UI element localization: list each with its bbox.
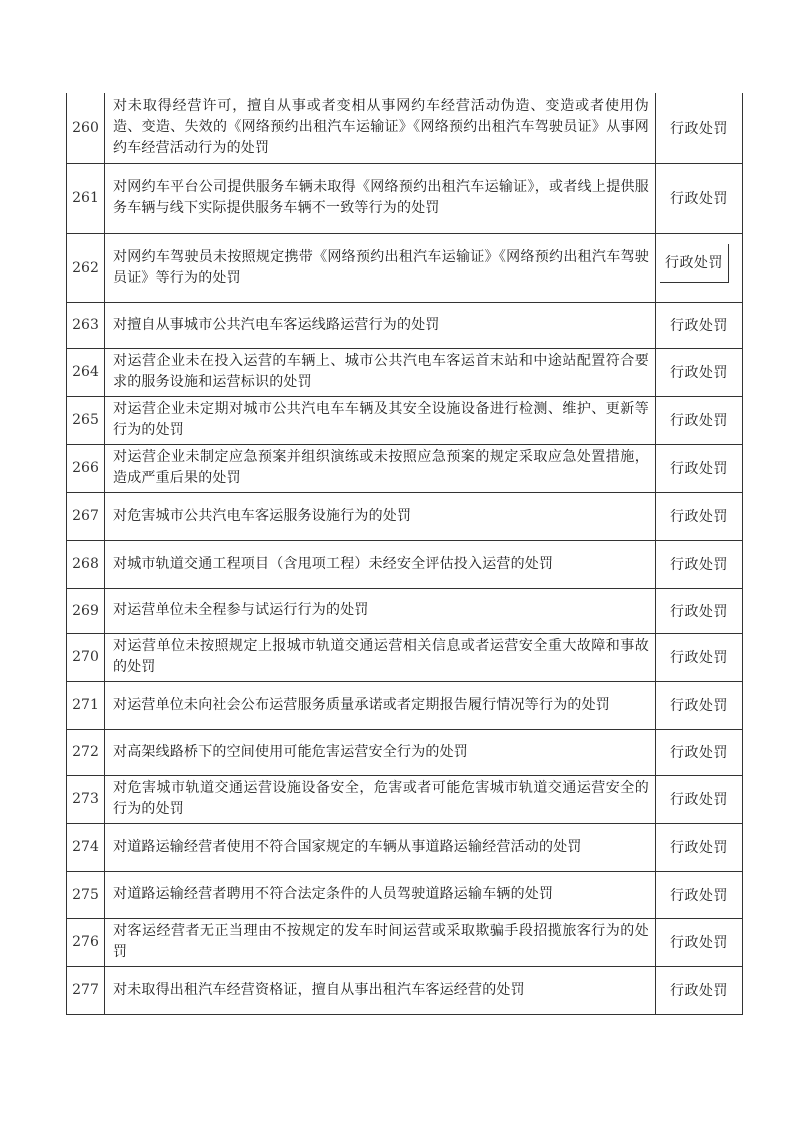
- table-row: [67, 302, 743, 348]
- table-row: [67, 823, 743, 871]
- item-description: 对客运经营者无正当理由不按规定的发车时间运营或采取欺骗手段招揽旅客行为的处罚: [105, 918, 656, 966]
- item-description: 对未取得经营许可，擅自从事或者变相从事网约车经营活动伪造、变造或者使用伪造、变造、失效的《网络预约出租汽车运输证》《网络预约出租汽车驾驶员证》从事网约车经营活动行为的处罚: [105, 93, 656, 163]
- table-row: [67, 729, 743, 775]
- item-type: 行政处罚: [656, 775, 743, 823]
- table-row: [67, 444, 743, 492]
- row-number: 269: [67, 588, 105, 633]
- item-type: 行政处罚: [656, 396, 743, 444]
- table-row: [67, 966, 743, 1014]
- row-number: 276: [67, 918, 105, 966]
- table-row: [67, 348, 743, 396]
- row-number: 275: [67, 871, 105, 918]
- item-description: 对未取得出租汽车经营资格证，擅自从事出租汽车客运经营的处罚: [105, 966, 656, 1014]
- penalty-table: [66, 93, 743, 1015]
- item-type: 行政处罚: [656, 348, 743, 396]
- penalty-list: [66, 93, 727, 1015]
- row-number: 267: [67, 492, 105, 540]
- row-number: 272: [67, 729, 105, 775]
- row-number: 268: [67, 540, 105, 588]
- row-number: 271: [67, 681, 105, 729]
- item-description: 对运营企业未定期对城市公共汽电车车辆及其安全设施设备进行检测、维护、更新等行为的处罚: [105, 396, 656, 444]
- item-type: 行政处罚: [656, 823, 743, 871]
- item-type: 行政处罚: [656, 492, 743, 540]
- table-row: [67, 775, 743, 823]
- item-type: 行政处罚: [656, 966, 743, 1014]
- item-type: 行政处罚: [656, 540, 743, 588]
- table-row: [67, 492, 743, 540]
- item-type: 行政处罚: [656, 163, 743, 233]
- row-number: 262: [67, 233, 105, 302]
- row-number: 263: [67, 302, 105, 348]
- item-description: 对运营企业未制定应急预案并组织演练或未按照应急预案的规定采取应急处置措施，造成严重后果的处罚: [105, 444, 656, 492]
- item-type-cell: [656, 233, 743, 302]
- item-description: 对道路运输经营者使用不符合国家规定的车辆从事道路运输经营活动的处罚: [105, 823, 656, 871]
- item-type: 行政处罚: [656, 93, 743, 163]
- item-type: 行政处罚: [656, 871, 743, 918]
- item-description: 对网约车驾驶员未按照规定携带《网络预约出租汽车运输证》《网络预约出租汽车驾驶员证》等行为的处罚: [105, 233, 656, 302]
- table-row: [67, 633, 743, 681]
- table-row: [67, 396, 743, 444]
- row-number: 264: [67, 348, 105, 396]
- table-row: [67, 871, 743, 918]
- row-number: 270: [67, 633, 105, 681]
- item-description: 对网约车平台公司提供服务车辆未取得《网络预约出租汽车运输证》，或者线上提供服务车辆与线下实际提供服务车辆不一致等行为的处罚: [105, 163, 656, 233]
- item-description: 对高架线路桥下的空间使用可能危害运营安全行为的处罚: [105, 729, 656, 775]
- item-type: 行政处罚: [656, 729, 743, 775]
- table-row: [67, 93, 743, 163]
- item-description: 对道路运输经营者聘用不符合法定条件的人员驾驶道路运输车辆的处罚: [105, 871, 656, 918]
- table-row: [67, 588, 743, 633]
- item-description: 对运营企业未在投入运营的车辆上、城市公共汽电车客运首末站和中途站配置符合要求的服务设施和运营标识的处罚: [105, 348, 656, 396]
- row-number: 260: [67, 93, 105, 163]
- item-description: 对运营单位未全程参与试运行行为的处罚: [105, 588, 656, 633]
- table-row: [67, 233, 743, 302]
- item-description: 对运营单位未按照规定上报城市轨道交通运营相关信息或者运营安全重大故障和事故的处罚: [105, 633, 656, 681]
- item-type: 行政处罚: [656, 681, 743, 729]
- item-type: 行政处罚: [656, 918, 743, 966]
- item-description: 对运营单位未向社会公布运营服务质量承诺或者定期报告履行情况等行为的处罚: [105, 681, 656, 729]
- table-row: [67, 681, 743, 729]
- item-type: 行政处罚: [660, 244, 729, 283]
- item-type: 行政处罚: [656, 444, 743, 492]
- table-row: [67, 918, 743, 966]
- table-row: [67, 163, 743, 233]
- row-number: 277: [67, 966, 105, 1014]
- row-number: 266: [67, 444, 105, 492]
- item-description: 对危害城市公共汽电车客运服务设施行为的处罚: [105, 492, 656, 540]
- row-number: 274: [67, 823, 105, 871]
- row-number: 273: [67, 775, 105, 823]
- item-type: 行政处罚: [656, 633, 743, 681]
- row-number: 261: [67, 163, 105, 233]
- item-description: 对擅自从事城市公共汽电车客运线路运营行为的处罚: [105, 302, 656, 348]
- item-type: 行政处罚: [656, 588, 743, 633]
- table-row: [67, 540, 743, 588]
- item-description: 对城市轨道交通工程项目（含甩项工程）未经安全评估投入运营的处罚: [105, 540, 656, 588]
- item-description: 对危害城市轨道交通运营设施设备安全，危害或者可能危害城市轨道交通运营安全的行为的处罚: [105, 775, 656, 823]
- item-type: 行政处罚: [656, 302, 743, 348]
- row-number: 265: [67, 396, 105, 444]
